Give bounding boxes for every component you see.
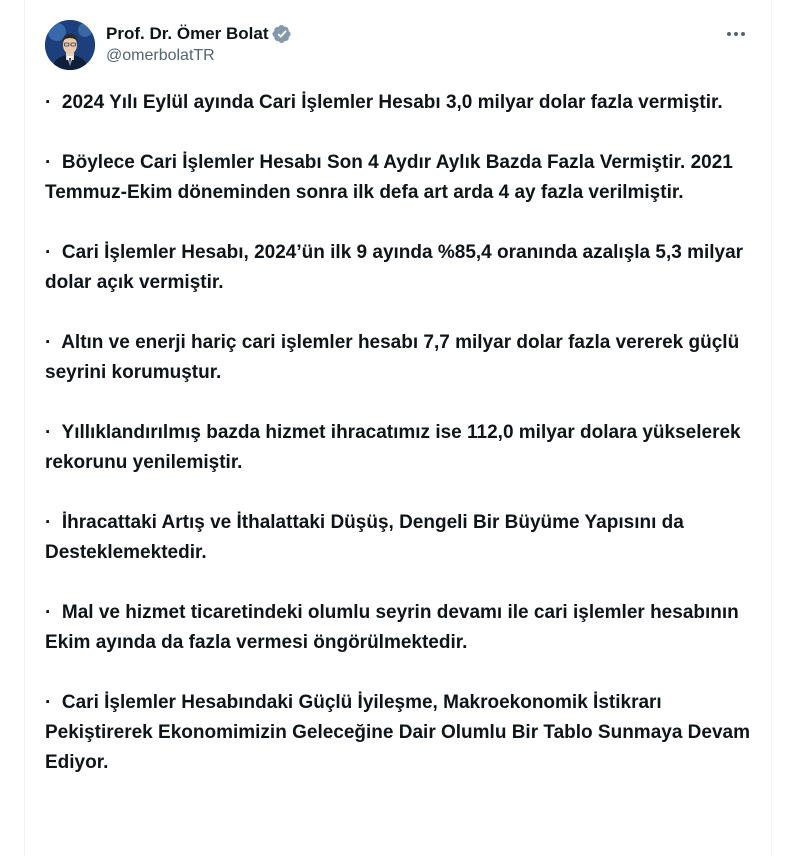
post-paragraph [45,688,757,778]
paragraph-text: Altın ve enerji hariç cari işlemler hesabı 7,7 milyar dolar fazla vererek güçlü seyrini korumuştur. [45,332,740,383]
verified-badge-icon[interactable] [272,24,292,44]
bullet-marker: · [45,692,52,713]
post-text [45,88,757,808]
avatar-image [45,20,95,70]
bullet-marker: · [45,422,52,443]
post-paragraph [45,328,757,388]
post-paragraph [45,238,757,298]
bullet-marker: · [45,512,52,533]
paragraph-text: 2024 Yılı Eylül ayında Cari İşlemler Hesabı 3,0 milyar dolar fazla vermiştir. [61,92,723,113]
post-card [24,0,772,856]
author-handle[interactable]: @omerbolatTR [106,47,215,64]
paragraph-text: Mal ve hizmet ticaretindeki olumlu seyrin devamı ile cari işlemler hesabının Ekim ayında da fazla vermesi öngörülmektedir. [45,602,739,653]
bullet-marker: · [45,242,52,263]
post-paragraph [45,148,757,208]
paragraph-text: Cari İşlemler Hesabı, 2024’ün ilk 9 ayında %85,4 oranında azalışla 5,3 milyar dolar açık vermiştir. [45,242,744,293]
author-names [106,23,292,65]
post-paragraph [45,598,757,658]
paragraph-text: İhracattaki Artış ve İthalattaki Düşüş, Dengeli Bir Büyüme Yapısını da Desteklemektedir. [45,512,684,563]
post-paragraph [45,508,757,568]
display-name-row [106,23,292,45]
paragraph-text: Cari İşlemler Hesabındaki Güçlü İyileşme, Makroekonomik İstikrarı Pekiştirerek Ekonomimizin Geleceğine Dair Olumlu Bir Tablo Sunmaya Devam Ediyor. [45,692,750,773]
bullet-marker: · [45,602,52,623]
post-paragraph [45,418,757,478]
bullet-marker: · [45,332,52,353]
bullet-marker: · [45,152,52,173]
paragraph-text: Yıllıklandırılmış bazda hizmet ihracatımız ise 112,0 milyar dolara yükselerek rekorunu yenilemiştir. [45,422,741,473]
bullet-marker: · [45,92,52,113]
post-paragraph [45,88,757,118]
profile-avatar[interactable] [45,20,95,70]
author-display-name[interactable]: Prof. Dr. Ömer Bolat [106,24,269,43]
post-header [45,20,751,70]
paragraph-text: Böylece Cari İşlemler Hesabı Son 4 Aydır Aylık Bazda Fazla Vermiştir. 2021 Temmuz-Ekim döneminden sonra ilk defa art arda 4 ay fazla verilmiştir. [45,152,733,203]
more-options-icon[interactable] [721,22,751,46]
